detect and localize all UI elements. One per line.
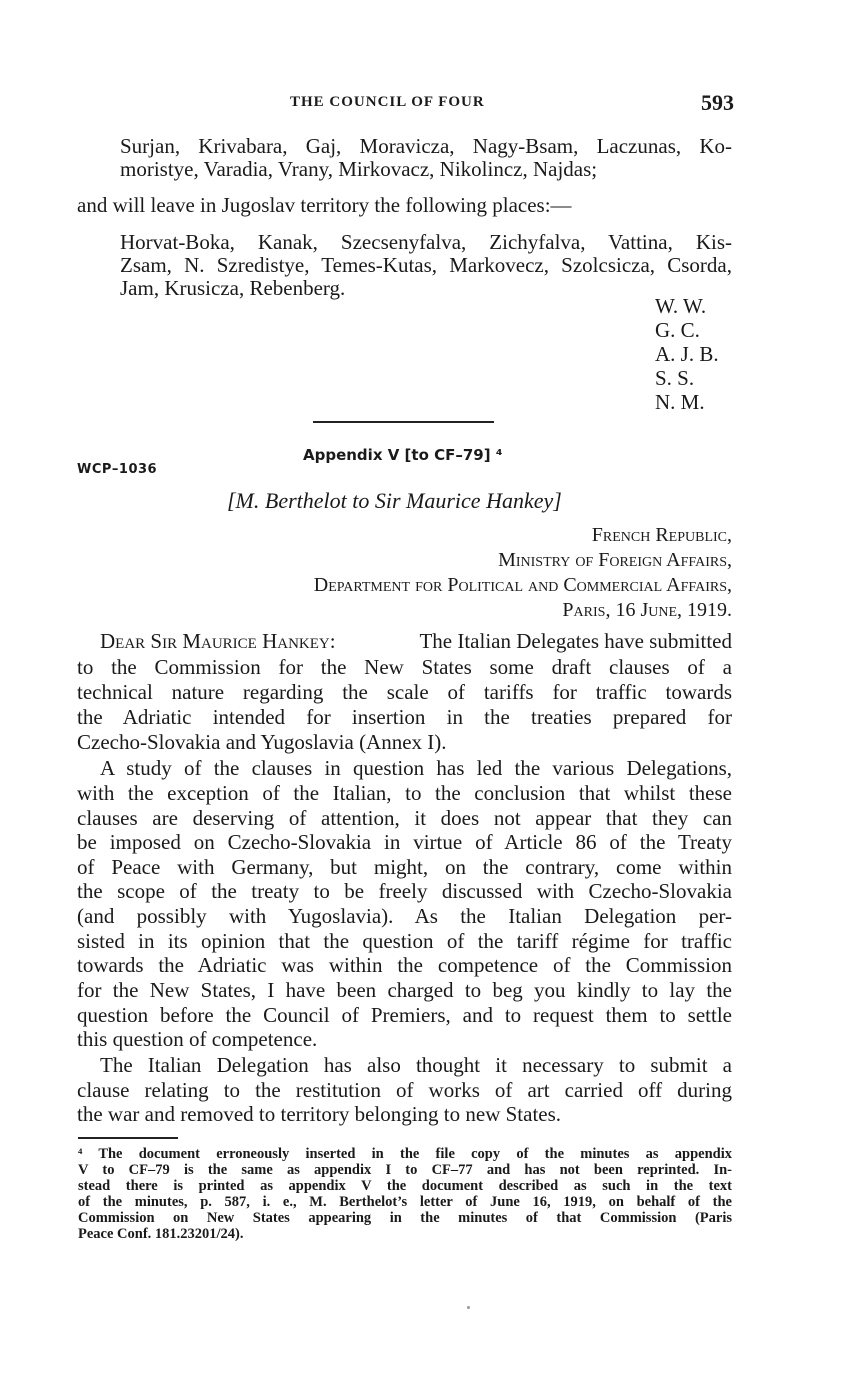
signatory: A. J. B. xyxy=(655,342,719,366)
appendix-heading: Appendix V [to CF–79] ⁴ xyxy=(303,446,503,464)
address-line: French Republic, xyxy=(591,524,732,546)
body-line: for the New States, I have been charged to beg you kindly to lay the xyxy=(77,978,732,1002)
address-line: Ministry of Foreign Affairs, xyxy=(498,549,732,571)
footnote-line: of the minutes, p. 587, i. e., M. Berthelot’s letter of June 16, 1919, on behalf of the xyxy=(78,1194,732,1210)
signatory: S. S. xyxy=(655,366,695,390)
body-line: towards the Adriatic was within the competence of the Commission xyxy=(77,953,732,977)
body-line: technical nature regarding the scale of tariffs for traffic towards xyxy=(77,680,732,704)
place-list-line: moristye, Varadia, Vrany, Mirkovacz, Nikolincz, Najdas; xyxy=(120,157,598,181)
address-line: Department for Political and Commercial Affairs, xyxy=(313,574,732,596)
footnote-divider xyxy=(78,1137,178,1139)
body-line: A study of the clauses in question has led the various Delegations, xyxy=(100,756,732,780)
place-list-line: Zsam, N. Szredistye, Temes-Kutas, Markovecz, Szolcsicza, Csorda, xyxy=(120,253,732,277)
body-line: Czecho-Slovakia and Yugoslavia (Annex I). xyxy=(77,730,447,754)
address-line: Paris, 16 June, 1919. xyxy=(562,599,732,621)
running-head xyxy=(0,92,862,118)
footnote-line: ⁴ The document erroneously inserted in the file copy of the minutes as appendix xyxy=(78,1146,732,1162)
footnote-line: V to CF–79 is the same as appendix I to CF–77 and has not been reprinted. In- xyxy=(78,1162,732,1178)
footnote-line: stead there is printed as appendix V the document described as such in the text xyxy=(78,1178,732,1194)
body-first-line xyxy=(100,629,732,653)
place-list-line: Horvat-Boka, Kanak, Szecsenyfalva, Zichyfalva, Vattina, Kis- xyxy=(120,230,732,254)
body-line: (and possibly with Yugoslavia). As the Italian Delegation per- xyxy=(77,904,732,928)
section-divider xyxy=(313,421,494,423)
body-line: the scope of the treaty to be freely discussed with Czecho-Slovakia xyxy=(77,879,732,903)
signatory: N. M. xyxy=(655,390,705,414)
body-line: clauses are deserving of attention, it does not appear that they can xyxy=(77,806,732,830)
body-line: with the exception of the Italian, to the conclusion that whilst these xyxy=(77,781,732,805)
document-number: WCP–1036 xyxy=(77,462,158,477)
place-list-line: Jam, Krusicza, Rebenberg. xyxy=(120,276,346,300)
footnote-line: Peace Conf. 181.23201/24). xyxy=(78,1226,244,1242)
footnote-marker: ⁴ xyxy=(495,446,503,464)
body-line: The Italian Delegation has also thought it necessary to submit a xyxy=(100,1053,732,1077)
body-line: The Italian Delegates have submitted xyxy=(419,629,732,653)
body-line: question before the Council of Premiers, and to request them to settle xyxy=(77,1003,732,1027)
connector-text: and will leave in Jugoslav territory the following places:— xyxy=(77,193,572,217)
body-line: the Adriatic intended for insertion in the treaties prepared for xyxy=(77,705,732,729)
body-line: of Peace with Germany, but might, on the contrary, come within xyxy=(77,855,732,879)
footnote-line: Commission on New States appearing in the minutes of that Commission (Paris xyxy=(78,1210,732,1226)
place-list-line: Surjan, Krivabara, Gaj, Moravicza, Nagy-Bsam, Laczunas, Ko- xyxy=(120,134,732,158)
running-title: THE COUNCIL OF FOUR xyxy=(290,94,485,110)
body-line: the war and removed to territory belonging to new States. xyxy=(77,1102,562,1126)
scan-speck xyxy=(467,1306,470,1309)
body-line: this question of competence. xyxy=(77,1027,318,1051)
signatory: G. C. xyxy=(655,318,700,342)
salutation: Dear Sir Maurice Hankey: xyxy=(100,629,336,653)
body-line: be imposed on Czecho-Slovakia in virtue of Article 86 of the Treaty xyxy=(77,830,732,854)
letter-title: [M. Berthelot to Sir Maurice Hankey] xyxy=(227,488,562,513)
body-line: sisted in its opinion that the question of the tariff régime for traffic xyxy=(77,929,732,953)
body-line: clause relating to the restitution of works of art carried off during xyxy=(77,1078,732,1102)
page-number: 593 xyxy=(701,90,734,115)
body-line: to the Commission for the New States some draft clauses of a xyxy=(77,655,732,679)
signatory: W. W. xyxy=(655,294,707,318)
